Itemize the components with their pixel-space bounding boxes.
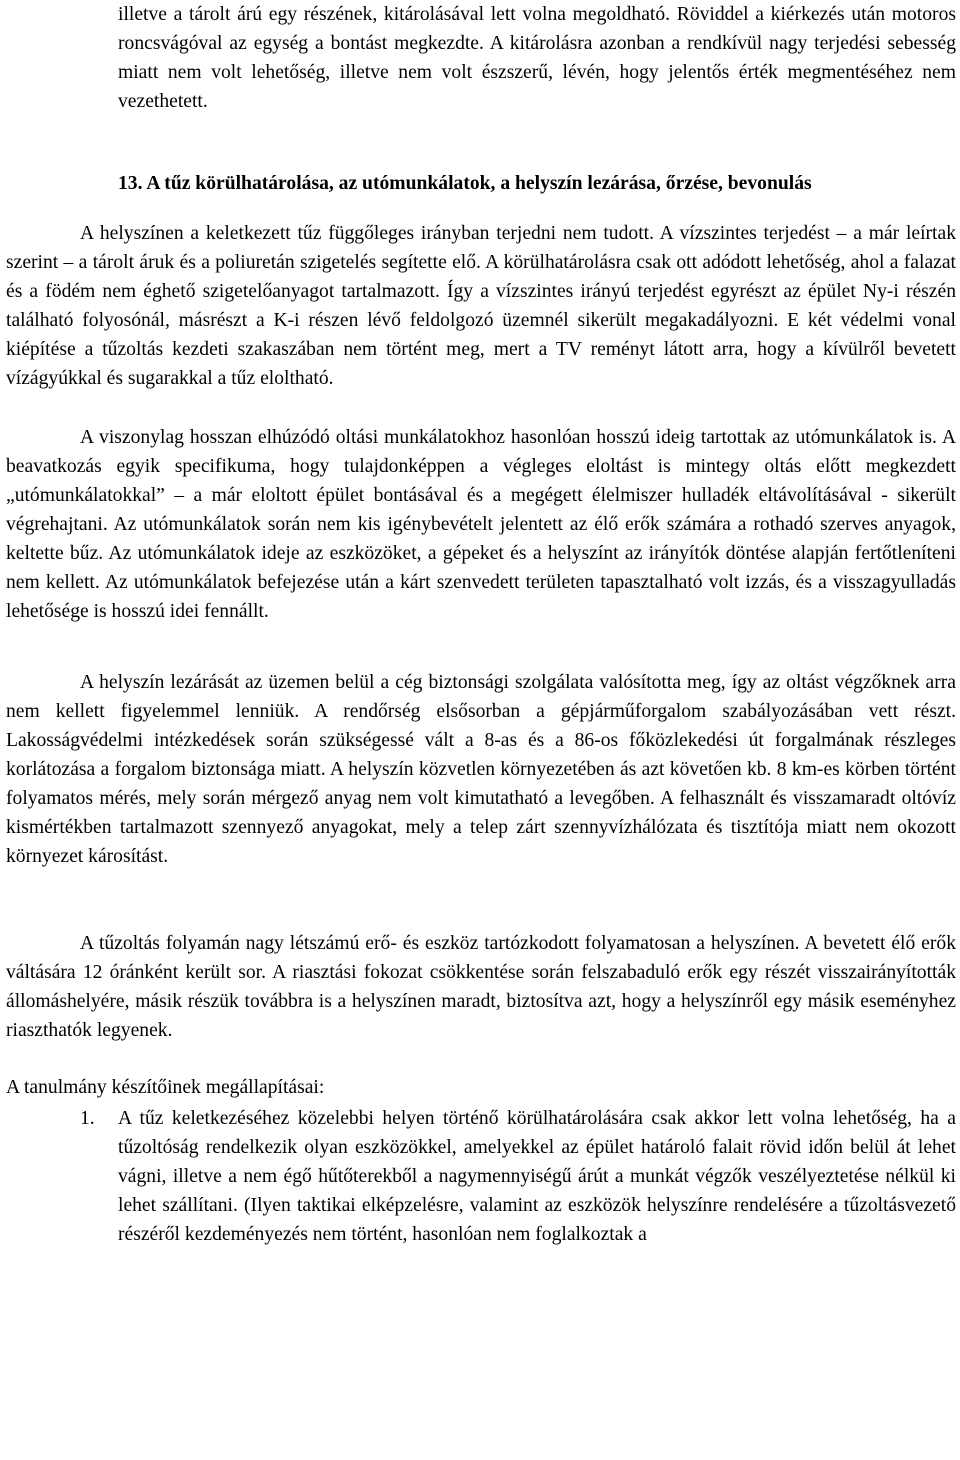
document-page: [6, 0, 956, 1249]
list-item-text: A tűz keletkezéséhez közelebbi helyen történő körülhatárolására csak akkor lett volna lehetőség, ha a tűzoltóság rendelkezik olyan eszközökkel, amelyekkel az épület határoló falait rövid időn belül át lehet vágni, illetve a nem égő hűtőterekből a nagymennyiségű árút a munkát végzők veszélyeztetése nélkül ki lehet szállítani. (Ilyen taktikai elképzelésre, valamint az eszközök helyszínre rendelésére a tűzoltásvezető részéről kezdeményezés nem történt, hasonlóan nem foglalkoztak a: [118, 1108, 956, 1245]
findings-heading: A tanulmány készítőinek megállapításai:: [6, 1077, 325, 1098]
section-heading: [6, 169, 956, 198]
paragraph-withdrawal: A tűzoltás folyamán nagy létszámú erő- és eszköz tartózkodott folyamatosan a helyszínen. A bevetett élő erők váltására 12 óránként került sor. A riasztási fokozat csökkentése során felszabaduló erők egy részét visszairányították állomáshelyére, másik részük továbbra is a helyszínen maradt, biztosítva azt, hogy a helyszínről egy másik eseményhez riaszthatók legyenek.: [6, 933, 956, 1041]
section-title: A tűz körülhatárolása, az utómunkálatok, a helyszín lezárása, őrzése, bevonulás: [146, 173, 812, 194]
paragraph-containment: A helyszínen a keletkezett tűz függőleges irányban terjedni nem tudott. A vízszintes terjedést – a már leírtak szerint – a tárolt áruk és a poliuretán szigetelés segítette elő. A körülhatárolásra csak ott adódott lehetőség, ahol a falazat és a födém nem éghető szigetelőanyagot tartalmazott. Így a vízszintes irányú terjedést egyrészt az épület Ny-i részén található folyosónál, másrészt a K-i részen lévő feldolgozó üzemnél sikerült megakadályozni. E két védelmi vonal kiépítése a tűzoltás kezdeti szakaszában nem történt meg, mert a TV reményt látott arra, hogy a kívülről bevetett vízágyúkkal és sugarakkal a tűz eloltható.: [6, 223, 956, 389]
findings-list: [6, 1104, 956, 1249]
paragraph-site-closure: A helyszín lezárását az üzemen belül a cég biztonsági szolgálata valósította meg, így az oltást végzőknek arra nem kellett figyelemmel lenniük. A rendőrség elsősorban a gépjárműforgalom szabályozásában vett részt. Lakosságvédelmi intézkedések során szükségessé vált a 8-as és a 86-os főközlekedési út forgalmának részleges korlátozása a forgalom biztonsága miatt. A helyszín közvetlen környezetében ás azt követően kb. 8 km-es körben történt folyamatos mérés, mely során mérgező anyag nem volt kimutatható a levegőben. A felhasznált és visszamaradt oltóvíz kismértékben tartalmazott szennyező anyagokat, mely a telep zárt szennyvízhálózata és tisztítója miatt nem okozott környezet károsítást.: [6, 672, 956, 867]
list-item: [6, 1104, 956, 1249]
list-item-number: 1.: [80, 1108, 95, 1129]
opening-paragraph: illetve a tárolt árú egy részének, kitárolásával lett volna megoldható. Röviddel a kiérkezés után motoros roncsvágóval az egység a bontást megkezdte. A kitárolásra azonban a rendkívül nagy terjedési sebesség miatt nem volt lehetőség, illetve nem volt észszerű, lévén, hogy jelentős érték megmentéséhez nem vezethetett.: [118, 4, 956, 112]
paragraph-aftermath: A viszonylag hosszan elhúzódó oltási munkálatokhoz hasonlóan hosszú ideig tartottak az utómunkálatok is. A beavatkozás egyik specifikuma, hogy tulajdonképpen a végleges eloltást is mintegy oltás előtt megkezdett „utómunkálatokkal” – a már eloltott épület bontásával és a megégett élelmiszer hulladék eltávolításával - sikerült végrehajtani. Az utómunkálatok során nem kis igénybevételt jelentett az élő erők számára a rothadó szerves anyagok, keltette bűz. Az utómunkálatok ideje az eszközöket, a gépeket és a helyszínt az irányítók döntése alapján fertőtleníteni nem kellett. Az utómunkálatok befejezése után a kárt szenvedett területen tapasztalható volt izzás, és a visszagyulladás lehetősége is hosszú idei fennállt.: [6, 427, 956, 622]
section-number: 13.: [118, 173, 143, 194]
